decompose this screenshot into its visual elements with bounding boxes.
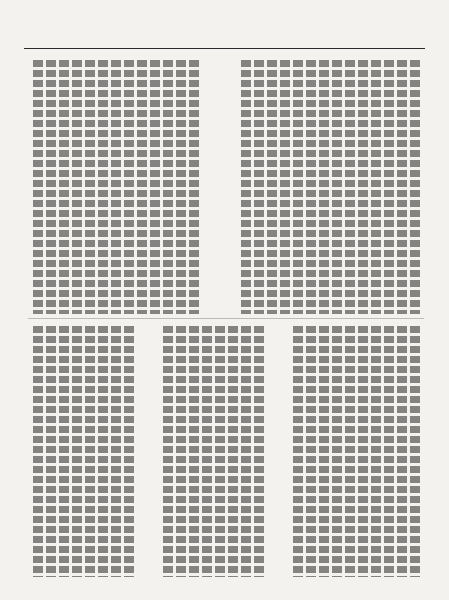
text-column xyxy=(46,326,56,577)
text-column xyxy=(410,326,420,577)
text-column xyxy=(163,60,173,314)
text-column xyxy=(176,326,186,577)
text-column xyxy=(241,60,251,314)
text-column xyxy=(319,60,329,314)
text-column xyxy=(345,60,355,314)
lower-text-band xyxy=(28,322,424,581)
text-column xyxy=(124,326,134,577)
text-column xyxy=(371,60,381,314)
text-column xyxy=(306,326,316,577)
text-column xyxy=(293,326,303,577)
text-column xyxy=(280,60,290,314)
text-column xyxy=(241,326,251,577)
text-column xyxy=(267,60,277,314)
text-column xyxy=(397,326,407,577)
text-column xyxy=(176,60,186,314)
text-column xyxy=(46,60,56,314)
text-column xyxy=(397,60,407,314)
text-column xyxy=(202,326,212,577)
text-column xyxy=(111,326,121,577)
text-column xyxy=(72,60,82,314)
text-column xyxy=(33,326,43,577)
text-column xyxy=(189,326,199,577)
text-column xyxy=(371,326,381,577)
text-column xyxy=(33,60,43,314)
text-column xyxy=(163,326,173,577)
text-column xyxy=(124,60,134,314)
text-column xyxy=(410,60,420,314)
text-column xyxy=(137,60,147,314)
text-column xyxy=(254,60,264,314)
text-column xyxy=(98,60,108,314)
text-column xyxy=(384,326,394,577)
text-column xyxy=(85,326,95,577)
text-column xyxy=(332,60,342,314)
running-head xyxy=(24,34,425,49)
text-column xyxy=(332,326,342,577)
text-column xyxy=(254,326,264,577)
text-column xyxy=(319,326,329,577)
text-column xyxy=(358,60,368,314)
text-column xyxy=(358,326,368,577)
upper-text-band xyxy=(28,56,424,319)
text-column xyxy=(228,326,238,577)
text-column xyxy=(150,60,160,314)
text-column xyxy=(384,60,394,314)
text-column xyxy=(59,326,69,577)
text-column xyxy=(306,60,316,314)
text-column xyxy=(293,60,303,314)
text-column xyxy=(59,60,69,314)
body-text xyxy=(28,56,424,581)
text-column xyxy=(72,326,82,577)
text-column xyxy=(345,326,355,577)
text-column xyxy=(215,326,225,577)
text-column xyxy=(85,60,95,314)
text-column xyxy=(189,60,199,314)
text-column xyxy=(111,60,121,314)
text-column xyxy=(98,326,108,577)
